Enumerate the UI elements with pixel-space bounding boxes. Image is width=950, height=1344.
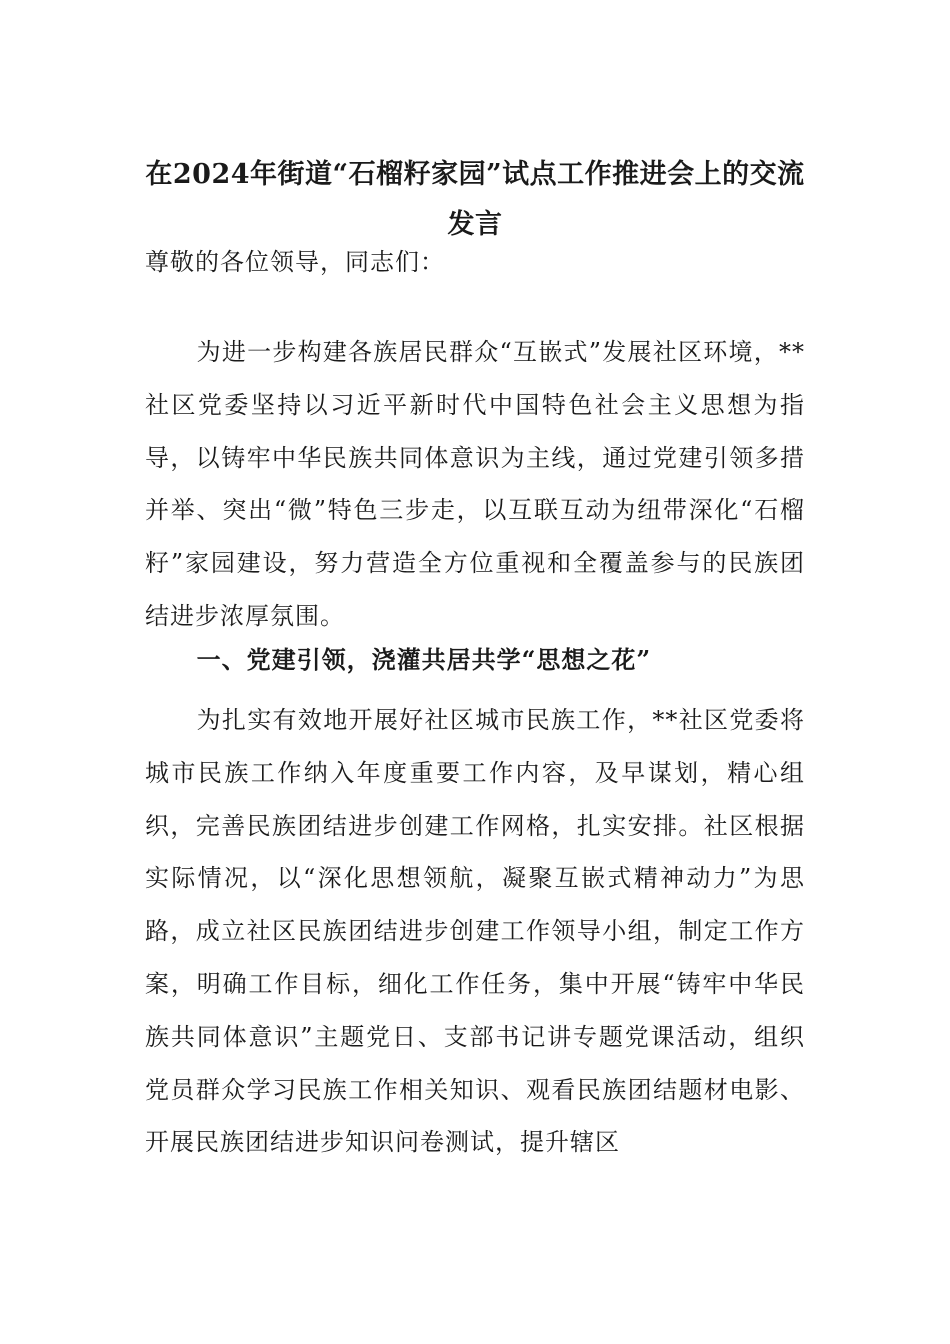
section-heading: 一、党建引领，浇灌共居共学“思想之花” (196, 645, 652, 674)
document-title: 在2024年街道“石榴籽家园”试点工作推进会上的交流发言 (145, 159, 805, 240)
section-paragraph: 为扎实有效地开展好社区城市民族工作，**社区党委将城市民族工作纳入年度重要工作内容，及早谋划，精心组织，完善民族团结进步创建工作网格，扎实安排。社区根据实际情况，以“深化思想领航，凝聚互嵌式精神动力”为思路，成立社区民族团结进步创建工作领导小组，制定工作方案，明确工作目标，细化工作任务，集中开展“铸牢中华民族共同体意识”主题党日、支部书记讲专题党课活动，组织党员群众学习民族工作相关知识、观看民族团结题材电影、开展民族团结进步知识问卷测试，提升辖区 (145, 706, 805, 1157)
salutation: 尊敬的各位领导，同志们： (145, 248, 445, 276)
intro-paragraph: 为进一步构建各族居民群众“互嵌式”发展社区环境，**社区党委坚持以习近平新时代中国特色社会主义思想为指导，以铸牢中华民族共同体意识为主线，通过党建引领多措并举、突出“微”特色三步走，以互联互动为纽带深化“石榴籽”家园建设，努力营造全方位重视和全覆盖参与的民族团结进步浓厚氛围。 (145, 338, 805, 630)
